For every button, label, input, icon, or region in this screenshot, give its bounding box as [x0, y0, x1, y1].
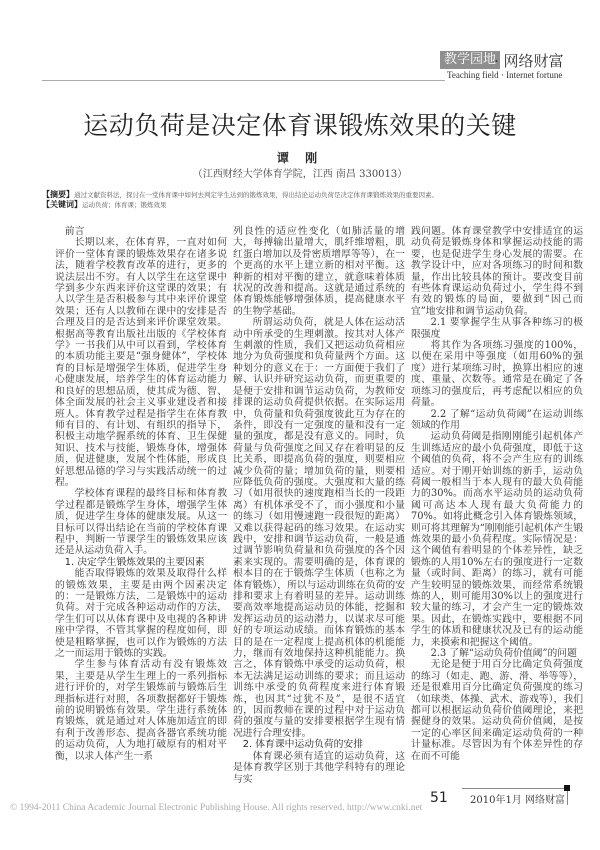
- abstract-label: 【摘要】: [42, 190, 74, 199]
- paragraph: 运动负荷阈是指刚刚能引起机体产生训练适应的最小负荷强度，即低于这个阈值的负荷，将不会产生应有的训练适应。对于刚开始训练的新手，运动负荷阈一般相当于本人现有的最大负荷能力的30%。而高水平运动员的运动负荷阈可高达本人现有最大负荷能力的70%。如将此概念引入体育锻炼领域，则可将其理解为“刚刚能引起机体产生锻炼效果的最小负荷程度。实际情况是：这个阈值有着明显的个体差异性，缺乏锻炼的人用10%左右的强度进行一定数量（或时间、距离）的练习，就有可能产生较明显的锻炼效果，而经常系统锻炼的人，则可能用30%以上的强度进行较大量的练习，才会产生一定的锻炼效果。因此，在锻炼实践中，要根据不同学生的体质和健康状况及已有的运动能力，来摸索和把握这个阈值。: [411, 431, 583, 648]
- section-heading: 2. 体育课中运动负荷的安排: [242, 739, 364, 751]
- journal-name: · 网络财富: [494, 52, 564, 70]
- paragraph-continued: 列良性的适应性变化（如肺活量的增大，每搏输出量增大，肌纤维增粗，肌红蛋白增加以及骨密质增厚等等），在一个更高的水平上建立新的相对平衡。这种新的相对平衡的建立，就意味着体质状况的改善和提高。这就是通过系统的体育锻炼能够增强体质，提高健康水平的生物学基础。: [233, 226, 405, 317]
- paragraph: 2.1 要掌握学生从事各种练习的极限强度: [411, 317, 583, 340]
- section-tag: 教学园地: [440, 51, 500, 69]
- paragraph: 学校体育课程的最终目标和体育教学过程都是锻炼学生身体，增强学生体质，促进学生身体的健康发展。从这一目标可以得出结论在当前的学校体育课程中，判断一节课学生的锻炼效果应该还是从运动负荷入手。: [55, 488, 227, 557]
- paragraph: 长期以来，在体育界，一直对如何评价一堂体育课的锻炼效果存在诸多说法，随着学校教育改革的进行，更多的说法层出不穷。有人以学生在这堂课中学到多少东西来评价这堂课的效果；有人以学生是否积极参与其中来评价课堂效果；还有人以教师在课中的安排是否合理及目的是否达到来评价课堂效果。根据高等教育出版社出版的《学校体育学》一书我们从中可以看到，学校体育的本质功能主要是“强身健体”，学校体育的目标是增强学生体质，促进学生身心健康发展，培养学生的体育运动能力和良好的思想品质，使其成为德、智、体全面发展的社会主义事业建设者和接班人。体育教学过程是指学生在体育教师有目的、有计划、有组织的指导下，积极主动地学握系统的体育、卫生保健知识、技术与技能，锻炼身体，增强体质，促进健康，发展个性体能，形成良好思想品德的学习与实践活动统一的过程。: [55, 237, 227, 488]
- page-number: 51: [430, 790, 448, 806]
- issue-info: 2010年1月 网络财富: [470, 795, 565, 806]
- author: 谭 刚: [276, 151, 324, 165]
- header-rule: [42, 80, 445, 81]
- section-heading: 1. 决定学生锻炼效果的主要因素: [64, 556, 205, 568]
- paragraph: 所谓运动负荷，就是人体在运动活动中所承受的生理刺激。按其对人体产生刺激的性质，我们又把运动负荷相应地分为负荷强度和负荷量两个方面。这种划分的意义在于：一方面便于我们了解、认识并研究运动负荷，而更重要的是便于安排和调节运动负荷，为教师安排课的运动负荷提供依据。在实际运用中，负荷量和负荷强度彼此互为存在的条件，即没有一定强度的量和没有一定量的强度，都是没有意义的。同时，负荷量与负荷强度之间又存在着明显的反比关系，即提高负荷的强度，则要相应减少负荷的量；增加负荷的量，则要相应降低负荷的强度。大强度和大量的练习（如用很快的速度跑相当长的一段距离）有机体承受不了，而小强度和小量的练习（如用慢速跑一段很短的距离）又难以获得起码的练习效果。在运动实践中，安排和调节运动负荷，一般是通过调节影响负荷量和负荷强度的各个因素来实现的。需要明确的是，体育课的根本目的在于锻炼学生体质（也称之为体育锻炼），所以与运动训练在负荷的安排和要求上有着明显的差异。运动训练要高效率地提高运动员的体能，挖掘和发挥运动员的运动潜力，以谋求尽可能好的专项运动成绩。而体育锻炼的基本目的是在一定程度上提高机体的机能能力，继而有效地保持这种机能能力。换言之，体育锻炼中承受的运动负荷，根本无法满足运动训练的要求；而且运动训练中承受的负荷程度来进行体育锻炼，也因其“过犹不及”，是很不适宜的，因而教师在课的过程中对于运动负荷的强度与量的安排要根据学生现有情况进行合理安排。: [233, 317, 405, 739]
- paragraph: 体育课必须有适宜的运动负荷，这是体育教学区别于其他学科特有的理论与实: [233, 750, 405, 785]
- paragraph: 将其作为各项练习强度的100%，以便在采用中等强度（如用60%的强度）进行某项练习时，换算出相应的速度、重量、次数等。通常是在确定了各项练习的强度后，再考虑配以相应的负荷量。: [411, 340, 583, 409]
- body-column-right: [411, 226, 583, 762]
- paragraph: 能否取得锻炼的效果及取得什么样的锻炼效果，主要是由两个因素决定的：一是锻炼方法，二是锻炼中的运动负荷。对于完成各种运动动作的方法，学生们可以从体育课中及电视的各种讲座中学得，不管其掌握的程度如何，即使是粗略掌握，也可以作为锻炼的方法之一而运用于锻炼的实践。: [55, 568, 227, 660]
- body-column-left: [55, 226, 227, 762]
- keywords-text: 运动负荷；体育课；锻炼效果: [82, 201, 167, 209]
- keywords-label: 【关键词】: [42, 200, 82, 209]
- body-column-middle: [233, 226, 405, 785]
- section-heading: 前言: [64, 226, 85, 237]
- footer-rule: [462, 788, 566, 789]
- affiliation: （江西财经大学体育学院，江西 南昌 330013）: [192, 169, 408, 180]
- paragraph-continued: 践问题。体育课堂教学中安排适宜的运动负荷是锻炼身体和掌握运动技能的需要，也是促进学生身心发展的需要。在教学设计中，应对各项练习的时间和数量，作出比较具体的预计。要改变目前有些体育课运动负荷过小，学生得不到有效的锻炼的局面，要做到“因己而宜”地安排和调节运动负荷。: [411, 226, 583, 317]
- footer-vertical-rule: [567, 791, 568, 805]
- paragraph: 学生参与体育活动有没有锻炼效果，主要是从学生生理上的一系列指标进行评价的，对学生锻炼前与锻炼后生理指标进行对照，各项数据都好于锻炼前的说明锻炼有效果。学生进行系统体育锻炼，就是通过对人体施加适宜的即有利于改善形态、提高各器官系统功能的运动负荷，人为地打破原有的相对平衡，以求人体产生一系: [55, 659, 227, 762]
- article-title: 运动负荷是决定体育课锻炼效果的关键: [83, 111, 517, 140]
- paragraph: 2.2 了解“运动负荷阈”在运动训练领域的作用: [411, 408, 583, 431]
- copyright-notice: © 1994-2011 China Academic Journal Electronic Publishing House. All rights reserved. http://www.cnki.net: [10, 803, 423, 813]
- paragraph: 2.3 了解“运动负荷价值阈”的问题: [430, 648, 577, 660]
- paragraph: 无论是便于用百分比确定负荷强度的练习（如走、跑、游、滑、举等等），还是很难用百分比确定负荷强度的练习（如球类、体操、武术、游戏等），我们都可以根据运动负荷价值阈理论，来把握健身的效果。运动负荷价值阈，是按一定的心率区间来确定运动负荷的一种计量标准。尽管因为有个体差异性的存在而不可能: [411, 659, 583, 762]
- abstract-text: 通过文献资料法，探讨在一堂体育课中如何去判定学生达到的锻炼效果，得出结论运动负荷是决定体育课锻炼效果的重要因素。: [74, 191, 438, 199]
- journal-english-name: Teaching field · Internet fortune: [447, 70, 563, 80]
- abstract-block: [42, 190, 562, 210]
